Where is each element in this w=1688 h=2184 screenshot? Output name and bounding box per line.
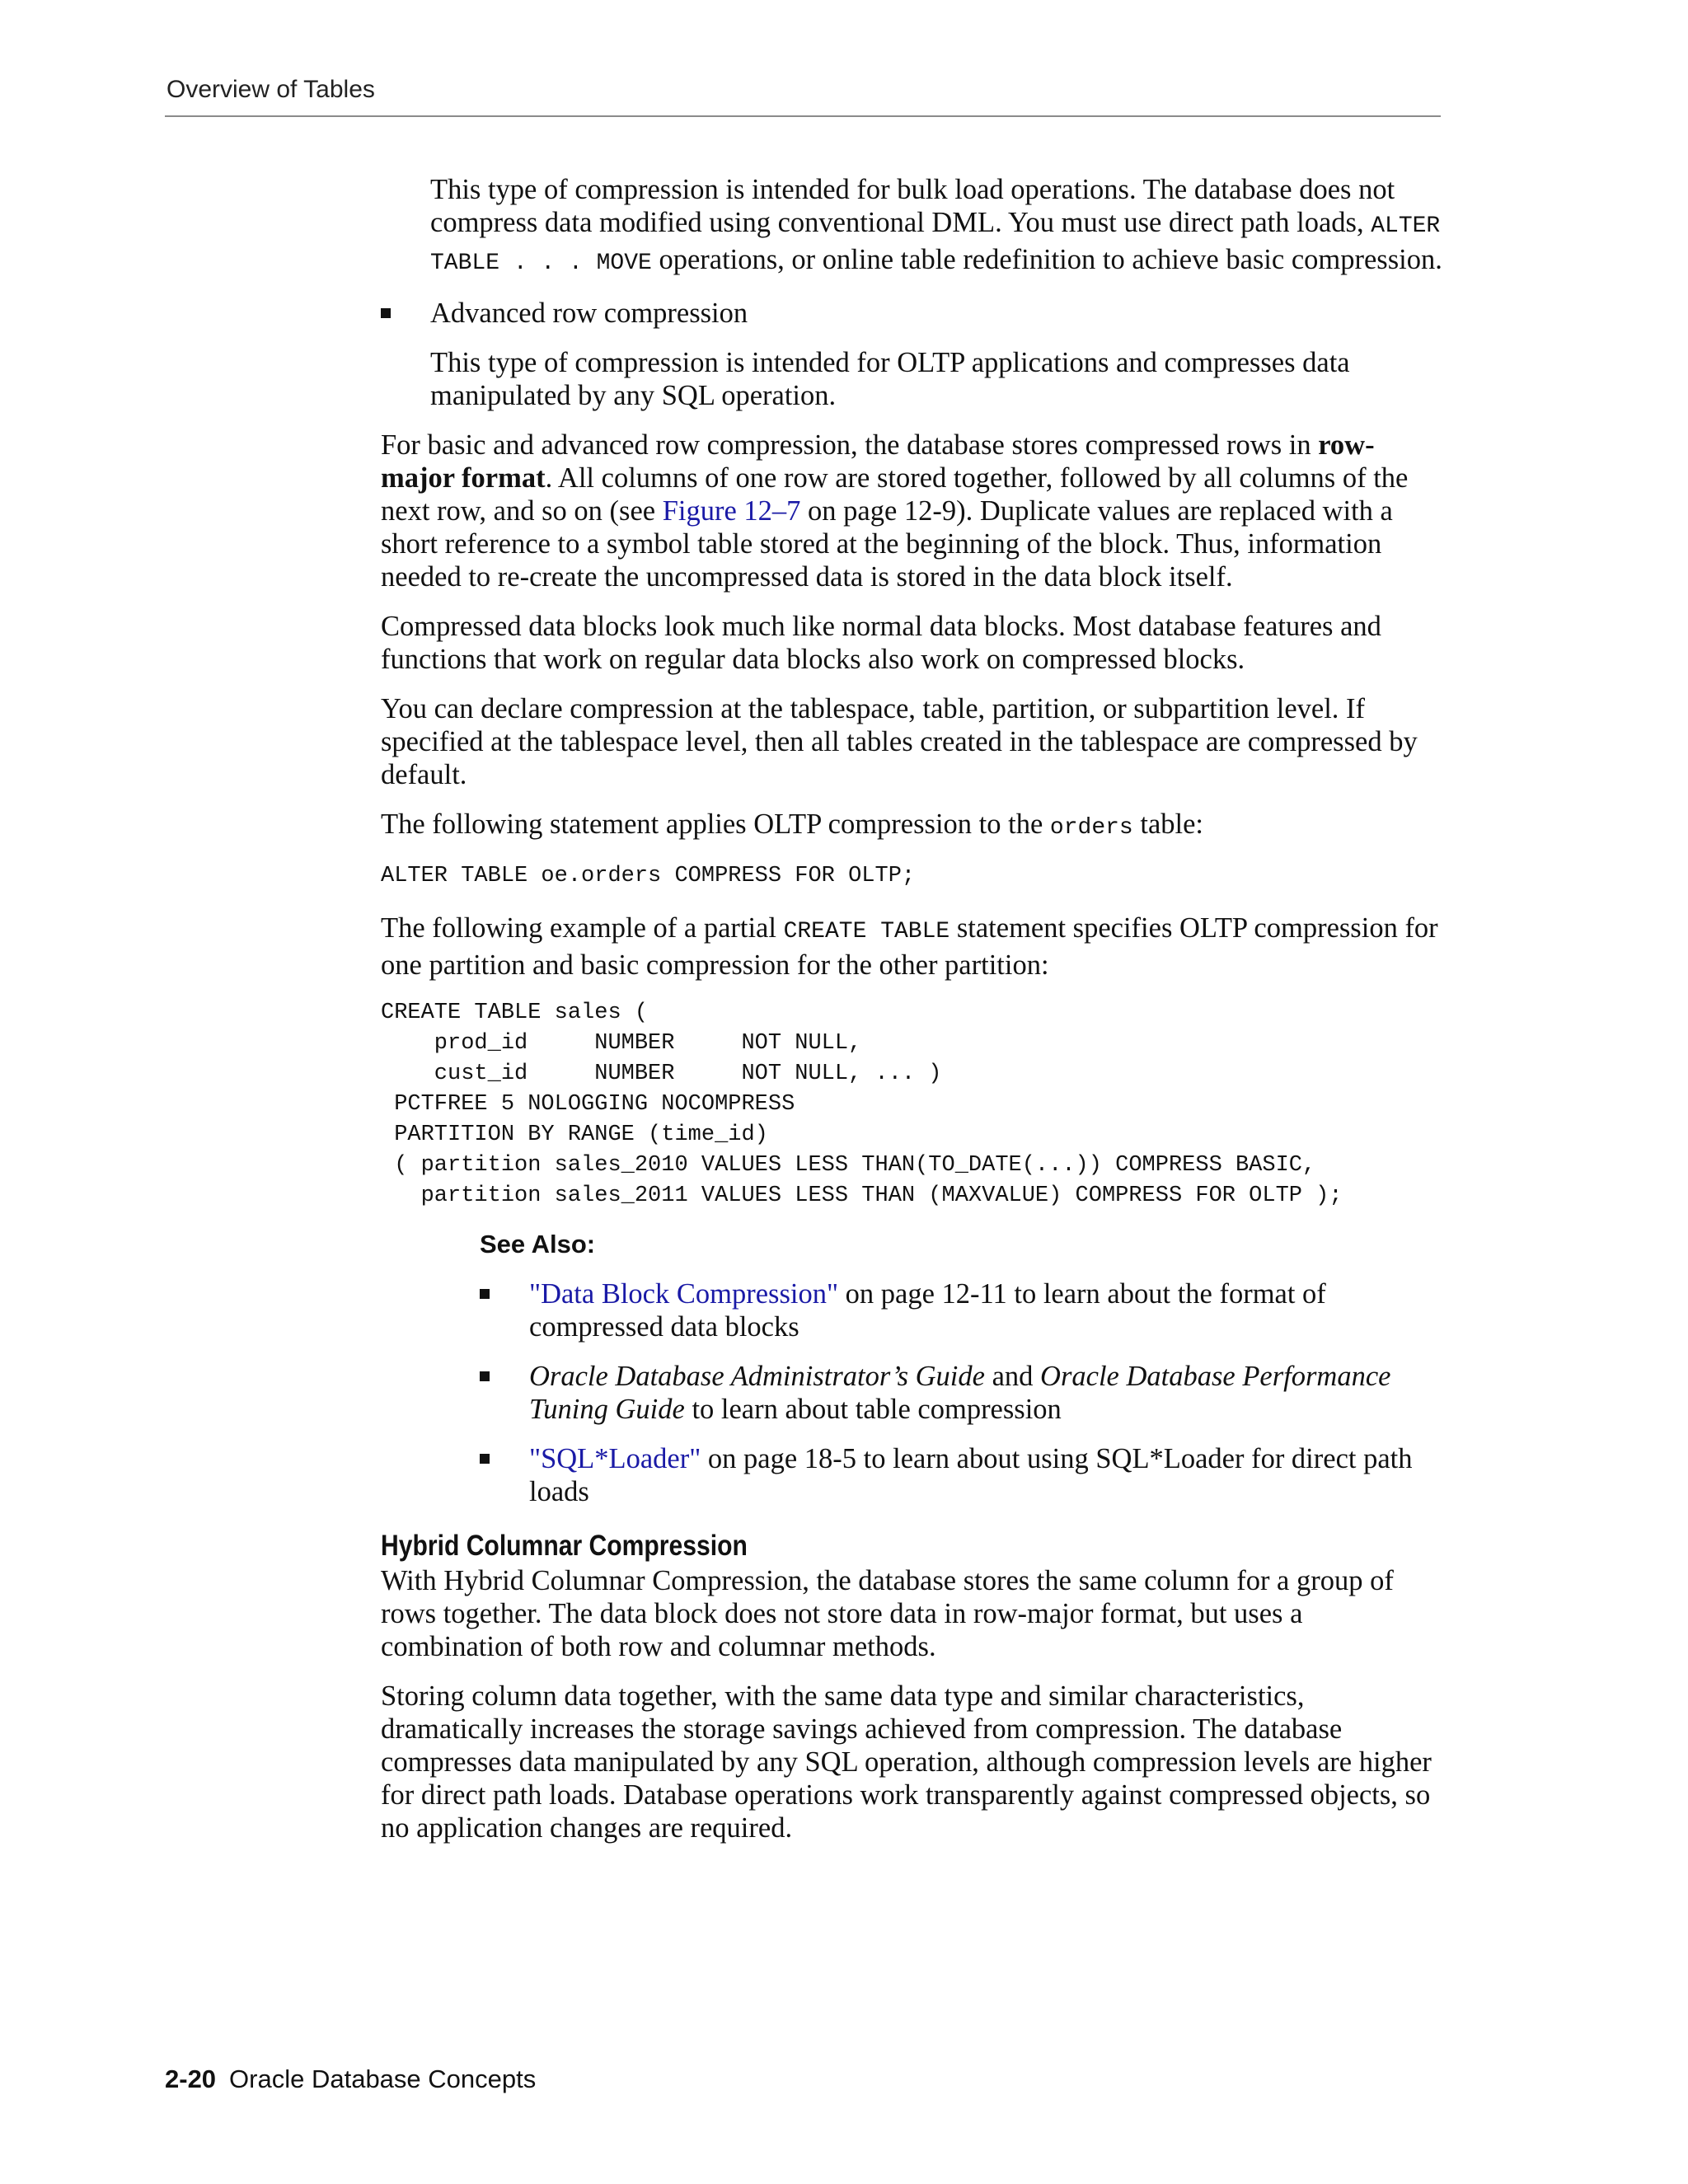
book-title: Oracle Database Concepts xyxy=(229,2064,537,2093)
list-item-label: Advanced row compression xyxy=(430,298,748,329)
running-header: Overview of Tables xyxy=(166,76,375,103)
page-content xyxy=(381,173,1444,1861)
see-also-item-data-block-compression: "Data Block Compression" on page 12-11 to learn about the format of compressed data blocks xyxy=(480,1277,1444,1343)
bullet-square-icon xyxy=(480,1454,490,1464)
see-also-box xyxy=(381,1228,1444,1508)
sql-loader-link[interactable]: "SQL*Loader" xyxy=(529,1443,701,1474)
oltp-statement-paragraph: The following statement applies OLTP compression to the orders table: xyxy=(381,808,1203,841)
see-also-item-admin-guide: Oracle Database Administrator’s Guide and Oracle Database Performance Tuning Guide to learn about table compression xyxy=(480,1360,1444,1426)
see-also-title: See Also: xyxy=(480,1230,596,1258)
inline-code-orders: orders xyxy=(1049,815,1133,841)
partial-create-table-paragraph: The following example of a partial CREATE TABLE statement specifies OLTP compression for one partition and basic compression for the other partition: xyxy=(381,912,1438,981)
row-major-term: row-major format xyxy=(381,429,1375,494)
code-block-alter-table: ALTER TABLE oe.orders COMPRESS FOR OLTP; xyxy=(381,864,916,888)
bullet-square-icon xyxy=(480,1289,490,1299)
list-item-advanced-row-compression xyxy=(381,297,1444,330)
hybrid-columnar-heading: Hybrid Columnar Compression xyxy=(381,1530,748,1562)
page-number: 2-20 xyxy=(165,2064,217,2093)
header-rule xyxy=(165,115,1441,117)
declare-compression-paragraph: You can declare compression at the tablespace, table, partition, or subpartition level. If specified at the tablespace level, then all tables created in the tablespace are compressed by default. xyxy=(381,693,1418,790)
code-block-create-table: CREATE TABLE sales ( prod_id NUMBER NOT NULL, cust_id NUMBER NOT NULL, ... ) PCTFREE 5 NOLOGGING NOCOMPRESS PARTITION BY RANGE (time_id) ( partition sales_2010 VALUES LESS THAN(TO_DATE(...)) COMPRESS BASIC, partition sales_2011 VALUES LESS THAN (MAXVALUE) COMPRESS FOR OLTP ); xyxy=(381,1001,1343,1208)
hybrid-paragraph-1: With Hybrid Columnar Compression, the database stores the same column for a group of rows together. The data block does not store data in row-major format, but uses a combination of both row and columnar methods. xyxy=(381,1565,1394,1662)
data-block-compression-link[interactable]: "Data Block Compression" xyxy=(529,1278,839,1310)
figure-link[interactable]: Figure 12–7 xyxy=(662,495,801,527)
inline-code-alter-table-move: ALTER TABLE . . . MOVE xyxy=(430,213,1441,276)
admin-guide-title: Oracle Database Administrator’s Guide xyxy=(529,1361,985,1392)
row-major-paragraph: For basic and advanced row compression, the database stores compressed rows in row-major format. All columns of one row are stored together, followed by all columns of the next row, and so on (see Figure 12–7 on page 12-9). Duplicate values are replaced with a short reference to a symbol table stored at the beginning of the block. Thus, information needed to re-create the uncompressed data is stored in the data block itself. xyxy=(381,429,1409,593)
basic-compression-paragraph: This type of compression is intended for bulk load operations. The database does not compress data modified using conventional DML. You must use direct path loads, ALTER TABLE . . . MOVE operations, or online table redefinition to achieve basic compression. xyxy=(430,174,1442,276)
bullet-square-icon xyxy=(480,1371,490,1381)
performance-tuning-guide-title: Oracle Database Performance Tuning Guide xyxy=(529,1361,1391,1425)
page-footer xyxy=(165,2064,536,2094)
compressed-blocks-paragraph: Compressed data blocks look much like normal data blocks. Most database features and functions that work on regular data blocks also work on compressed blocks. xyxy=(381,611,1381,675)
hybrid-paragraph-2: Storing column data together, with the same data type and similar characteristics, dramatically increases the storage savings achieved from compression. The database compresses data manipulated by any SQL operation, although compression levels are higher for direct path loads. Database operations work transparently against compressed objects, so no application changes are required. xyxy=(381,1680,1432,1844)
bullet-square-icon xyxy=(381,308,391,318)
advanced-compression-paragraph: This type of compression is intended for OLTP applications and compresses data manipulated by any SQL operation. xyxy=(430,347,1350,411)
inline-code-create-table: CREATE TABLE xyxy=(783,919,950,944)
see-also-item-sql-loader: "SQL*Loader" on page 18-5 to learn about using SQL*Loader for direct path loads xyxy=(480,1442,1444,1508)
